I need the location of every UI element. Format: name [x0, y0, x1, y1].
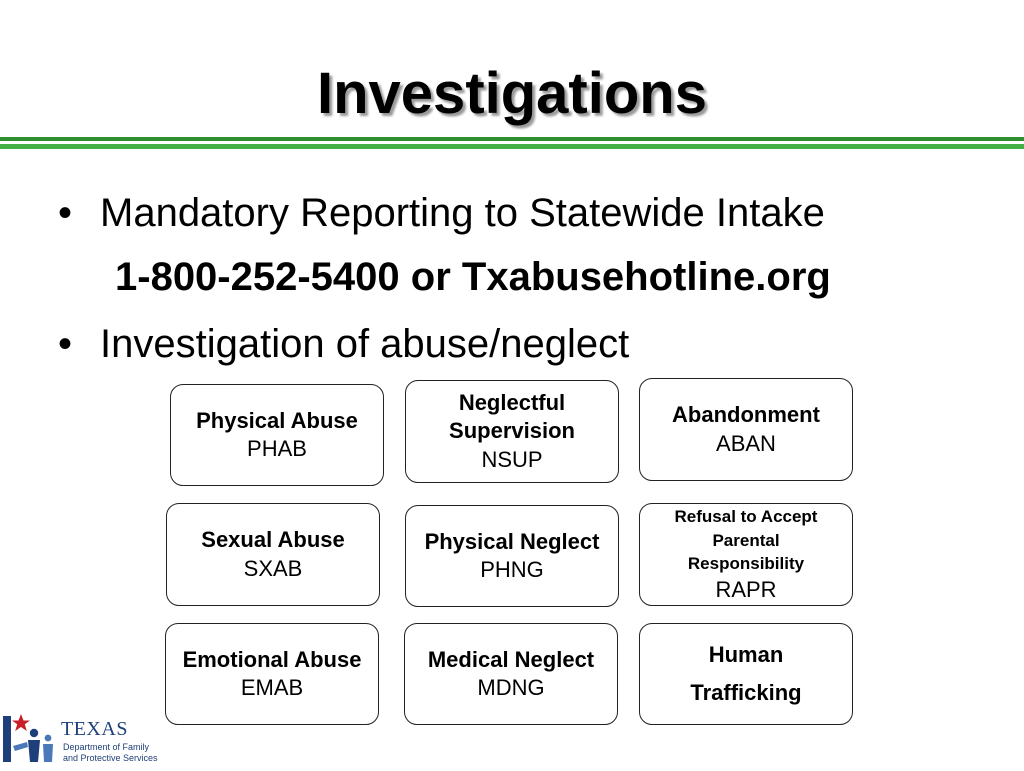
- category-box-refusal-to-accept: [639, 503, 853, 606]
- bullet-text: Investigation of abuse/neglect: [100, 322, 630, 366]
- logo-figures-icon: [3, 712, 61, 766]
- category-code: ABAN: [716, 430, 776, 456]
- title-divider-dark: [0, 137, 1024, 141]
- category-name: Human Trafficking: [690, 641, 802, 705]
- logo-subtitle-2: and Protective Services: [63, 753, 158, 763]
- category-code: NSUP: [481, 446, 543, 472]
- logo-text: TEXAS: [61, 718, 128, 740]
- category-code: SXAB: [243, 555, 303, 581]
- category-box-physical-neglect: [405, 505, 619, 607]
- category-box-sexual-abuse: [166, 503, 380, 606]
- hotline-text: 1-800-252-5400 or Txabusehotline.org: [115, 255, 831, 299]
- category-box-neglectful-supervision: [405, 380, 619, 483]
- category-box-physical-abuse: [170, 384, 384, 486]
- category-box-emotional-abuse: [165, 623, 379, 725]
- category-name: Refusal to Accept Parental Responsibility: [674, 506, 818, 574]
- category-box-human-trafficking: [639, 623, 853, 725]
- category-code: MDNG: [477, 675, 545, 700]
- category-name: Sexual Abuse: [201, 527, 345, 553]
- category-code: RAPR: [715, 577, 777, 603]
- bullet-marker: •: [58, 322, 73, 366]
- category-name: Physical Abuse: [196, 407, 358, 433]
- category-code: PHNG: [480, 557, 544, 582]
- category-name: Physical Neglect: [424, 528, 600, 554]
- category-code: EMAB: [240, 675, 304, 700]
- category-box-medical-neglect: [404, 623, 618, 725]
- slide-title: Investigations: [317, 61, 707, 126]
- category-name: Neglectful Supervision: [449, 390, 575, 444]
- category-box-abandonment: [639, 378, 853, 481]
- category-name: Medical Neglect: [427, 646, 595, 672]
- bullet-investigation: [58, 322, 629, 367]
- texas-dfps-logo: [3, 712, 163, 766]
- bullet-marker: •: [58, 191, 73, 235]
- category-name: Abandonment: [672, 402, 820, 428]
- category-name: Emotional Abuse: [182, 646, 362, 672]
- category-code: PHAB: [247, 436, 307, 461]
- logo-subtitle-1: Department of Family: [63, 742, 150, 752]
- bullet-mandatory-reporting: [58, 191, 825, 236]
- bullet-text: Mandatory Reporting to Statewide Intake: [100, 191, 825, 235]
- title-divider-light: [0, 144, 1024, 149]
